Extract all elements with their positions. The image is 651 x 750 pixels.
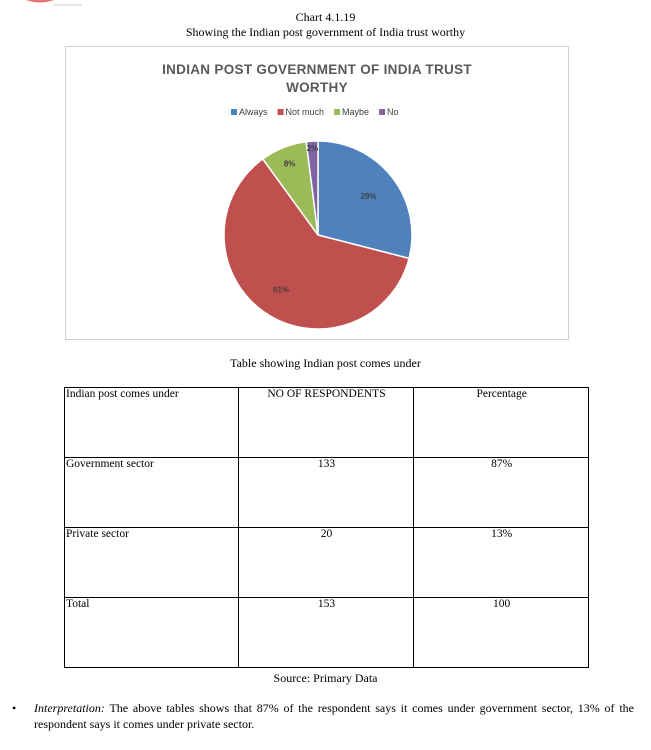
table-cell: 153 xyxy=(238,598,414,668)
table-cell: 133 xyxy=(238,458,414,528)
pie-slices xyxy=(224,141,412,329)
legend-swatch-always xyxy=(231,109,237,115)
interpretation-paragraph xyxy=(12,700,634,732)
source-note: Source: Primary Data xyxy=(273,671,378,685)
respondents-table xyxy=(64,387,589,668)
legend-swatch-no xyxy=(379,109,385,115)
table-header-row xyxy=(65,388,589,458)
table-row xyxy=(65,528,589,598)
legend-swatch-maybe xyxy=(334,109,340,115)
header-cell: NO OF RESPONDENTS xyxy=(238,388,414,458)
table-cell: 100 xyxy=(414,598,589,668)
chart-legend xyxy=(231,107,399,117)
table-cell: 87% xyxy=(414,458,589,528)
chart-number: Chart 4.1.19 xyxy=(295,10,356,24)
table-row xyxy=(65,598,589,668)
legend-label-maybe: Maybe xyxy=(342,107,370,117)
slice-label-maybe: 8% xyxy=(283,159,296,169)
pie-chart xyxy=(65,46,569,340)
header-cell: Percentage xyxy=(414,388,589,458)
interpretation-text xyxy=(34,700,634,732)
table-cell: 13% xyxy=(414,528,589,598)
table-cell: Private sector xyxy=(65,528,239,598)
slice-label-always: 29% xyxy=(360,191,377,201)
chart-subtitle: Showing the Indian post government of India trust worthy xyxy=(185,25,466,39)
slice-label-no: 2% xyxy=(306,143,319,153)
pie-chart-canvas xyxy=(66,47,568,339)
legend-label-always: Always xyxy=(239,107,268,117)
interpretation-body: The above tables shows that 87% of the respondent says it comes under government sector, 13% of the respondent says it comes under private sector. xyxy=(34,701,634,731)
table-row xyxy=(65,458,589,528)
interpretation-lead: Interpretation: xyxy=(34,701,105,715)
legend-label-no: No xyxy=(387,107,399,117)
header-cell: Indian post comes under xyxy=(65,388,239,458)
slice-label-not-much: 61% xyxy=(273,285,290,295)
table-cell: Government sector xyxy=(65,458,239,528)
corner-decoration xyxy=(0,0,82,6)
table-caption: Table showing Indian post comes under xyxy=(230,356,421,370)
table-cell: Total xyxy=(65,598,239,668)
legend-swatch-not-much xyxy=(278,109,284,115)
chart-title-line-2: WORTHY xyxy=(286,80,348,95)
table-cell: 20 xyxy=(238,528,414,598)
bullet-icon: • xyxy=(12,701,17,715)
chart-title-line-1: INDIAN POST GOVERNMENT OF INDIA TRUST xyxy=(162,62,472,77)
legend-label-not-much: Not much xyxy=(285,107,325,117)
